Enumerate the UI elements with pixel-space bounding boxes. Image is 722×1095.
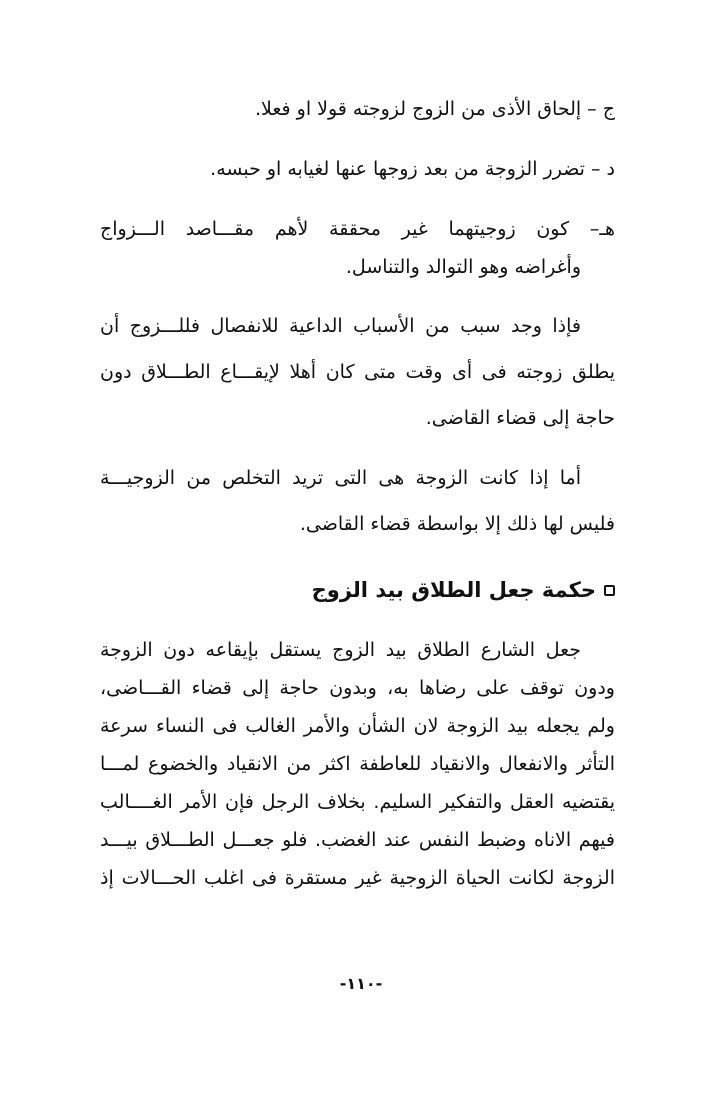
paragraph-1-line-3: حاجة إلى قضاء القاضى. (425, 407, 615, 429)
section-heading (100, 575, 615, 605)
paragraph-3-line-6: فيهم الاناه وضبط النفس عند الغضب. فلو جعـــل الطـــلاق بيـــد (100, 829, 615, 851)
document-page (100, 95, 615, 895)
page-number: -١١٠- (339, 974, 383, 993)
section-heading-text: حكمة جعل الطلاق بيد الزوج (311, 578, 596, 602)
square-bullet-icon (604, 585, 615, 596)
paragraph-3-line-1: جعل الشارع الطلاق بيد الزوج يستقل بإيقاعه دون الزوجة (100, 639, 581, 661)
paragraph-2-line-2: فليس لها ذلك إلا بواسطة قضاء القاضى. (299, 513, 615, 535)
paragraph-2-line-1: أما إذا كانت الزوجة هى التى تريد التخلص من الزوجيـــة (100, 467, 581, 489)
list-item-j: ج – إلحاق الأذى من الزوج لزوجته قولا او فعلا. (255, 98, 615, 120)
list-item-h-line-1: هـ– كون زوجيتهما غير محققة لأهم مقـــاصد الـــزواج (100, 218, 615, 240)
list-item-d: د – تضرر الزوجة من بعد زوجها عنها لغيابه او حبسه. (210, 158, 615, 180)
paragraph-1 (100, 309, 615, 435)
paragraph-3-line-2: ودون توقف على رضاها به، وبدون حاجة إلى قضاء القـــاضى، (100, 677, 615, 699)
paragraph-3-line-4: التأثر والانفعال والانقياد للعاطفة اكثر من الانقياد والخضوع لمـــا (100, 753, 615, 775)
paragraph-3-line-7: الزوجة لكانت الحياة الزوجية غير مستقرة فى اغلب الحـــالات إذ (100, 867, 615, 889)
paragraph-3-line-3: ولم يجعله بيد الزوجة لان الشأن والأمر الغالب فى النساء سرعة (100, 715, 615, 737)
paragraph-2 (100, 461, 615, 541)
list-item-h-line-2: وأغراضه وهو التوالد والتناسل. (345, 256, 581, 278)
paragraph-1-line-1: فإذا وجد سبب من الأسباب الداعية للانفصال فللـــزوج أن (100, 315, 581, 337)
paragraph-3 (100, 633, 615, 895)
paragraph-3-line-5: يقتضيه العقل والتفكير السليم. بخلاف الرجل فإن الأمر الغــــالب (100, 791, 615, 813)
paragraph-1-line-2: يطلق زوجته فى أى وقت متى كان أهلا لإيقـــاع الطـــلاق دون (100, 361, 615, 383)
